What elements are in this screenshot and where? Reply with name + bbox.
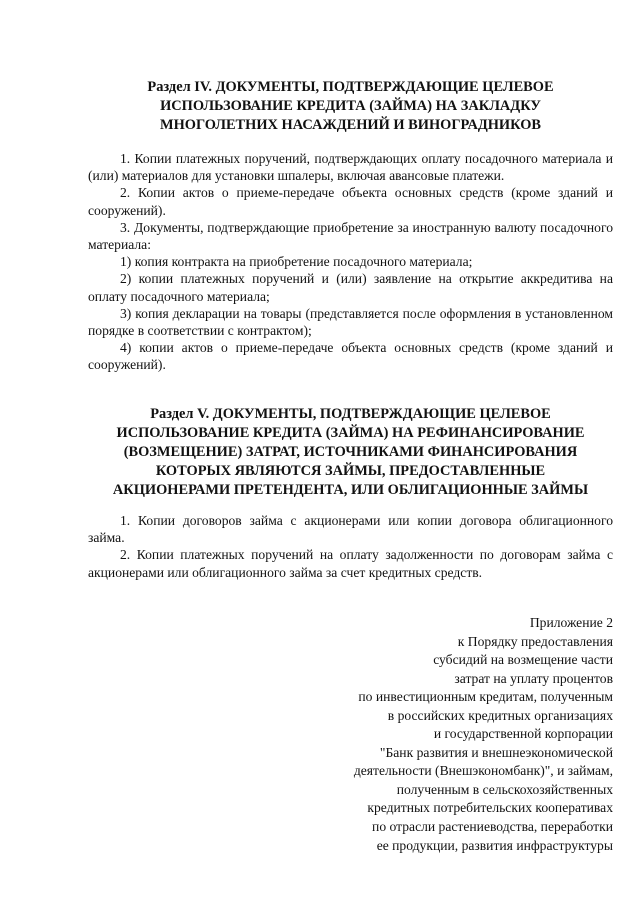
section-4-paragraph: 2) копии платежных поручений и (или) заявление на открытие аккредитива на оплату посадочного материала; — [88, 271, 613, 304]
section-4-heading-line: МНОГОЛЕТНИХ НАСАЖДЕНИЙ И ВИНОГРАДНИКОВ — [159, 117, 541, 133]
section-4-paragraph: 4) копии актов о приеме-передаче объекта основных средств (кроме зданий и сооружений). — [88, 340, 613, 373]
section-5-heading-line: (ВОЗМЕЩЕНИЕ) ЗАТРАТ, ИСТОЧНИКАМИ ФИНАНСИРОВАНИЯ — [123, 444, 578, 460]
appendix-line: "Банк развития и внешнеэкономической — [379, 744, 613, 760]
section-5-body — [88, 512, 613, 581]
appendix-line: деятельности (Внешэкономбанк)", и займам, — [353, 763, 613, 779]
appendix-line: субсидий на возмещение части — [433, 652, 613, 668]
section-4-paragraph: 1. Копии платежных поручений, подтверждающих оплату посадочного материала и (или) материалов для установки шпалеры, включая авансовые платежи. — [88, 151, 613, 184]
appendix-line: к Порядку предоставления — [457, 633, 613, 649]
appendix-line: затрат на уплату процентов — [454, 670, 613, 686]
section-4-paragraph: 2. Копии актов о приеме-передаче объекта основных средств (кроме зданий и сооружений). — [88, 185, 613, 218]
section-5-heading — [88, 405, 613, 500]
appendix-header — [253, 614, 613, 855]
section-5-paragraph: 2. Копии платежных поручений на оплату задолженности по договорам займа с акционерами или облигационного займа за счет кредитных средств. — [88, 547, 613, 580]
appendix-line: и государственной корпорации — [433, 726, 613, 742]
appendix-line: в российских кредитных организациях — [387, 707, 613, 723]
section-4-paragraph: 3) копия декларации на товары (представляется после оформления в установленном порядке в соответствии с контрактом); — [88, 305, 613, 339]
section-5-heading-line: КОТОРЫХ ЯВЛЯЮТСЯ ЗАЙМЫ, ПРЕДОСТАВЛЕННЫЕ — [155, 463, 546, 479]
section-4-paragraph: 1) копия контракта на приобретение посадочного материала; — [120, 254, 473, 270]
section-4-body — [88, 150, 613, 374]
appendix-line: по отрасли растениеводства, переработки — [372, 819, 613, 835]
section-4-heading — [88, 78, 613, 135]
section-5-heading-line: Раздел V. ДОКУМЕНТЫ, ПОДТВЕРЖДАЮЩИЕ ЦЕЛЕВОЕ — [150, 406, 551, 422]
section-4-paragraph: 3. Документы, подтверждающие приобретение за иностранную валюту посадочного материала: — [88, 219, 613, 253]
section-5-heading-line: ИСПОЛЬЗОВАНИЕ КРЕДИТА (ЗАЙМА) НА РЕФИНАНСИРОВАНИЕ — [116, 425, 585, 441]
section-4-heading-line: Раздел IV. ДОКУМЕНТЫ, ПОДТВЕРЖДАЮЩИЕ ЦЕЛЕВОЕ — [147, 79, 554, 95]
section-4-heading-line: ИСПОЛЬЗОВАНИЕ КРЕДИТА (ЗАЙМА) НА ЗАКЛАДКУ — [160, 98, 541, 114]
appendix-line: Приложение 2 — [529, 615, 613, 630]
appendix-line: по инвестиционным кредитам, полученным — [358, 689, 613, 705]
appendix-line: ее продукции, развития инфраструктуры — [376, 837, 613, 853]
section-5-paragraph: 1. Копии договоров займа с акционерами или копии договора облигационного займа. — [88, 513, 613, 546]
appendix-line: полученным в сельскохозяйственных — [396, 781, 613, 797]
appendix-line: кредитных потребительских кооперативах — [367, 800, 613, 816]
section-5-heading-line: АКЦИОНЕРАМИ ПРЕТЕНДЕНТА, ИЛИ ОБЛИГАЦИОННЫЕ ЗАЙМЫ — [112, 482, 589, 498]
